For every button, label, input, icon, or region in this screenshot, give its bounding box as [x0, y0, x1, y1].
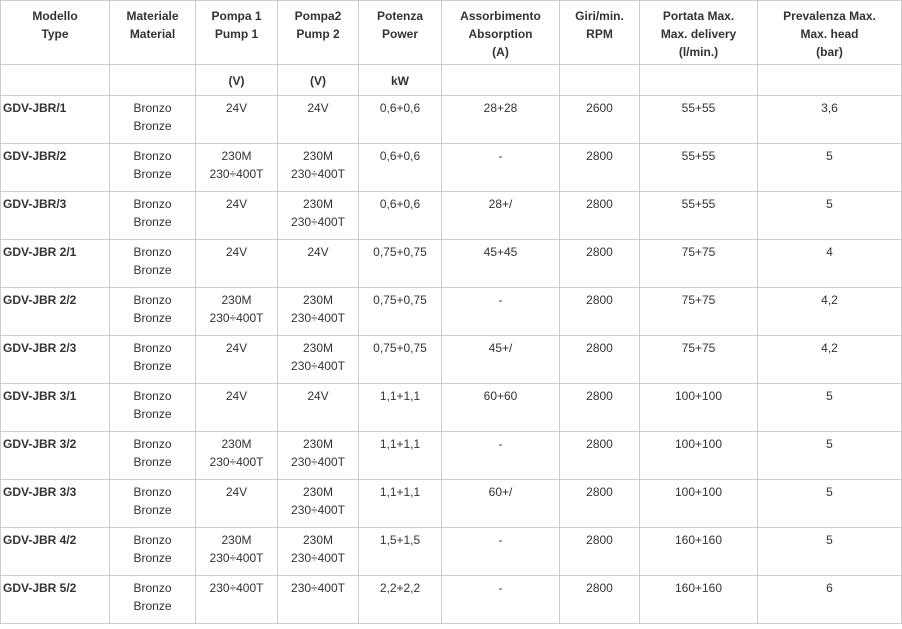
unit-cell	[560, 65, 640, 96]
header-line: Type	[41, 27, 69, 41]
head-cell: 4,2	[758, 336, 902, 384]
pump2-cell-line: 230M	[302, 485, 334, 499]
rpm-cell: 2800	[560, 576, 640, 624]
material-cell-line: Bronzo	[133, 533, 172, 547]
material-cell-line: Bronze	[133, 215, 172, 229]
power-cell: 0,6+0,6	[359, 144, 442, 192]
pump2-cell-line: 230M	[302, 197, 334, 211]
table-row	[1, 288, 902, 336]
material-cell-line: Bronze	[133, 599, 172, 613]
head-cell: 5	[758, 480, 902, 528]
header-rpm	[560, 1, 640, 65]
header-power	[359, 1, 442, 65]
pump1-cell	[196, 432, 278, 480]
head-cell: 5	[758, 432, 902, 480]
header-line: Giri/min.	[575, 9, 624, 23]
table-row	[1, 192, 902, 240]
power-cell: 0,75+0,75	[359, 288, 442, 336]
header-pump2	[278, 1, 359, 65]
pump1-cell-line: 230÷400T	[209, 551, 264, 565]
model-cell: GDV-JBR/1	[1, 96, 110, 144]
unit-cell: kW	[359, 65, 442, 96]
pump2-cell	[278, 336, 359, 384]
head-cell: 6	[758, 576, 902, 624]
rpm-cell: 2800	[560, 480, 640, 528]
pump1-cell-line: 24V	[225, 389, 248, 403]
table-row	[1, 384, 902, 432]
table-row	[1, 144, 902, 192]
material-cell-line: Bronzo	[133, 341, 172, 355]
pump2-cell	[278, 480, 359, 528]
unit-cell	[442, 65, 560, 96]
pump2-cell-line: 230M	[302, 149, 334, 163]
pump2-cell-line: 230÷400T	[291, 581, 345, 595]
material-cell	[110, 336, 196, 384]
unit-cell	[758, 65, 902, 96]
model-cell: GDV-JBR 3/1	[1, 384, 110, 432]
pump1-cell	[196, 336, 278, 384]
header-line: Absorption	[468, 27, 533, 41]
head-cell: 3,6	[758, 96, 902, 144]
header-line: Modello	[32, 9, 78, 23]
material-cell	[110, 576, 196, 624]
delivery-cell: 100+100	[640, 432, 758, 480]
unit-cell	[640, 65, 758, 96]
pump1-cell	[196, 576, 278, 624]
header-row	[1, 1, 902, 65]
material-cell-line: Bronze	[133, 551, 172, 565]
pump1-cell-line: 24V	[225, 245, 248, 259]
pump2-cell-line: 24V	[307, 245, 329, 259]
header-line: Potenza	[376, 9, 423, 23]
absorption-cell: 60+/	[442, 480, 560, 528]
material-cell-line: Bronze	[133, 359, 172, 373]
material-cell-line: Bronze	[133, 263, 172, 277]
pump2-cell-line: 24V	[307, 389, 329, 403]
rpm-cell: 2800	[560, 144, 640, 192]
pump1-cell-line: 24V	[225, 485, 248, 499]
pump1-cell	[196, 144, 278, 192]
pump2-cell-line: 230÷400T	[291, 167, 345, 181]
header-line: Prevalenza Max.	[783, 9, 876, 23]
delivery-cell: 160+160	[640, 576, 758, 624]
pump2-cell-line: 230÷400T	[291, 503, 345, 517]
model-cell: GDV-JBR 2/2	[1, 288, 110, 336]
power-cell: 0,75+0,75	[359, 240, 442, 288]
unit-cell	[1, 65, 110, 96]
pump2-cell-line: 230÷400T	[291, 215, 345, 229]
header-line: Pompa 1	[211, 9, 262, 23]
unit-cell	[110, 65, 196, 96]
pump1-cell	[196, 528, 278, 576]
pump2-cell	[278, 576, 359, 624]
header-line: Pompa2	[294, 9, 342, 23]
power-cell: 0,6+0,6	[359, 192, 442, 240]
header-line: Pump 1	[214, 27, 259, 41]
header-line: Max. delivery	[660, 27, 737, 41]
delivery-cell: 55+55	[640, 144, 758, 192]
material-cell	[110, 384, 196, 432]
model-cell: GDV-JBR 3/3	[1, 480, 110, 528]
header-pump1	[196, 1, 278, 65]
pump2-cell-line: 230÷400T	[291, 455, 345, 469]
rpm-cell: 2800	[560, 192, 640, 240]
head-cell: 5	[758, 144, 902, 192]
head-cell: 5	[758, 528, 902, 576]
model-cell: GDV-JBR 2/1	[1, 240, 110, 288]
header-line: Pump 2	[296, 27, 340, 41]
material-cell	[110, 240, 196, 288]
table-row	[1, 576, 902, 624]
model-cell: GDV-JBR 2/3	[1, 336, 110, 384]
pump1-cell	[196, 480, 278, 528]
header-line: (A)	[492, 45, 509, 59]
power-cell: 1,1+1,1	[359, 432, 442, 480]
pump1-cell-line: 230÷400T	[209, 581, 264, 595]
header-line: Materiale	[126, 9, 179, 23]
pump1-cell-line: 24V	[225, 101, 248, 115]
pump2-cell	[278, 144, 359, 192]
header-head	[758, 1, 902, 65]
absorption-cell: 28+/	[442, 192, 560, 240]
absorption-cell: -	[442, 576, 560, 624]
material-cell-line: Bronzo	[133, 293, 172, 307]
material-cell-line: Bronzo	[133, 437, 172, 451]
header-line: Assorbimento	[460, 9, 541, 23]
header-line: (bar)	[816, 45, 843, 59]
pump2-cell	[278, 240, 359, 288]
material-cell-line: Bronzo	[133, 581, 172, 595]
material-cell	[110, 480, 196, 528]
pump2-cell	[278, 192, 359, 240]
material-cell	[110, 144, 196, 192]
pump2-cell-line: 24V	[307, 101, 329, 115]
material-cell-line: Bronze	[133, 407, 172, 421]
table-row	[1, 432, 902, 480]
delivery-cell: 100+100	[640, 384, 758, 432]
pump2-cell-line: 230M	[302, 341, 334, 355]
pump2-cell-line: 230÷400T	[291, 359, 345, 373]
rpm-cell: 2800	[560, 288, 640, 336]
units-row	[1, 65, 902, 96]
delivery-cell: 55+55	[640, 96, 758, 144]
material-cell-line: Bronze	[133, 311, 172, 325]
material-cell-line: Bronze	[133, 119, 172, 133]
material-cell-line: Bronzo	[133, 485, 172, 499]
material-cell	[110, 96, 196, 144]
material-cell	[110, 432, 196, 480]
delivery-cell: 55+55	[640, 192, 758, 240]
header-line: (l/min.)	[678, 45, 719, 59]
power-cell: 1,1+1,1	[359, 384, 442, 432]
pump2-cell	[278, 288, 359, 336]
absorption-cell: -	[442, 144, 560, 192]
header-line: RPM	[586, 27, 613, 41]
material-cell-line: Bronzo	[133, 245, 172, 259]
absorption-cell: 60+60	[442, 384, 560, 432]
header-material	[110, 1, 196, 65]
head-cell: 4,2	[758, 288, 902, 336]
pump1-cell-line: 24V	[225, 341, 248, 355]
rpm-cell: 2800	[560, 384, 640, 432]
pump2-cell-line: 230÷400T	[291, 551, 345, 565]
material-cell	[110, 192, 196, 240]
delivery-cell: 160+160	[640, 528, 758, 576]
head-cell: 5	[758, 192, 902, 240]
rpm-cell: 2800	[560, 336, 640, 384]
table-row	[1, 480, 902, 528]
pump2-cell	[278, 528, 359, 576]
table-row	[1, 96, 902, 144]
pump2-cell-line: 230M	[302, 533, 334, 547]
head-cell: 5	[758, 384, 902, 432]
pump1-cell-line: 230M	[221, 533, 252, 547]
pump2-cell-line: 230M	[302, 293, 334, 307]
rpm-cell: 2800	[560, 528, 640, 576]
model-cell: GDV-JBR 5/2	[1, 576, 110, 624]
power-cell: 0,6+0,6	[359, 96, 442, 144]
model-cell: GDV-JBR/3	[1, 192, 110, 240]
material-cell	[110, 528, 196, 576]
material-cell	[110, 288, 196, 336]
header-line: Max. head	[800, 27, 859, 41]
absorption-cell: -	[442, 432, 560, 480]
unit-cell: (V)	[196, 65, 278, 96]
material-cell-line: Bronze	[133, 455, 172, 469]
pump1-cell-line: 230÷400T	[209, 311, 264, 325]
pump1-cell	[196, 384, 278, 432]
power-cell: 0,75+0,75	[359, 336, 442, 384]
pump1-cell-line: 24V	[225, 197, 248, 211]
pump2-cell-line: 230M	[302, 437, 334, 451]
header-delivery	[640, 1, 758, 65]
material-cell-line: Bronzo	[133, 101, 172, 115]
header-line: Portata Max.	[662, 9, 735, 23]
delivery-cell: 75+75	[640, 288, 758, 336]
power-cell: 1,1+1,1	[359, 480, 442, 528]
pump1-cell	[196, 192, 278, 240]
material-cell-line: Bronzo	[133, 149, 172, 163]
pump1-cell-line: 230M	[221, 437, 252, 451]
unit-cell: (V)	[278, 65, 359, 96]
header-line: Material	[129, 27, 176, 41]
pump1-cell-line: 230M	[221, 293, 252, 307]
delivery-cell: 100+100	[640, 480, 758, 528]
header-line: Power	[381, 27, 418, 41]
absorption-cell: -	[442, 528, 560, 576]
table-header	[1, 1, 902, 65]
table-row	[1, 528, 902, 576]
pump1-cell-line: 230÷400T	[209, 455, 264, 469]
table-row	[1, 336, 902, 384]
material-cell-line: Bronzo	[133, 389, 172, 403]
table-row	[1, 240, 902, 288]
absorption-cell: 45+45	[442, 240, 560, 288]
header-model	[1, 1, 110, 65]
head-cell: 4	[758, 240, 902, 288]
pump1-cell	[196, 96, 278, 144]
model-cell: GDV-JBR 4/2	[1, 528, 110, 576]
material-cell-line: Bronze	[133, 503, 172, 517]
pump1-cell-line: 230M	[221, 149, 252, 163]
table-body	[1, 65, 902, 624]
absorption-cell: 45+/	[442, 336, 560, 384]
pump2-cell	[278, 96, 359, 144]
delivery-cell: 75+75	[640, 336, 758, 384]
power-cell: 2,2+2,2	[359, 576, 442, 624]
material-cell-line: Bronzo	[133, 197, 172, 211]
rpm-cell: 2800	[560, 240, 640, 288]
rpm-cell: 2600	[560, 96, 640, 144]
pump1-cell	[196, 240, 278, 288]
pump1-cell	[196, 288, 278, 336]
absorption-cell: 28+28	[442, 96, 560, 144]
pump2-cell	[278, 384, 359, 432]
header-absorption	[442, 1, 560, 65]
delivery-cell: 75+75	[640, 240, 758, 288]
pump2-cell-line: 230÷400T	[291, 311, 345, 325]
pump1-cell-line: 230÷400T	[209, 167, 264, 181]
material-cell-line: Bronze	[133, 167, 172, 181]
model-cell: GDV-JBR/2	[1, 144, 110, 192]
pump2-cell	[278, 432, 359, 480]
model-cell: GDV-JBR 3/2	[1, 432, 110, 480]
rpm-cell: 2800	[560, 432, 640, 480]
power-cell: 1,5+1,5	[359, 528, 442, 576]
absorption-cell: -	[442, 288, 560, 336]
